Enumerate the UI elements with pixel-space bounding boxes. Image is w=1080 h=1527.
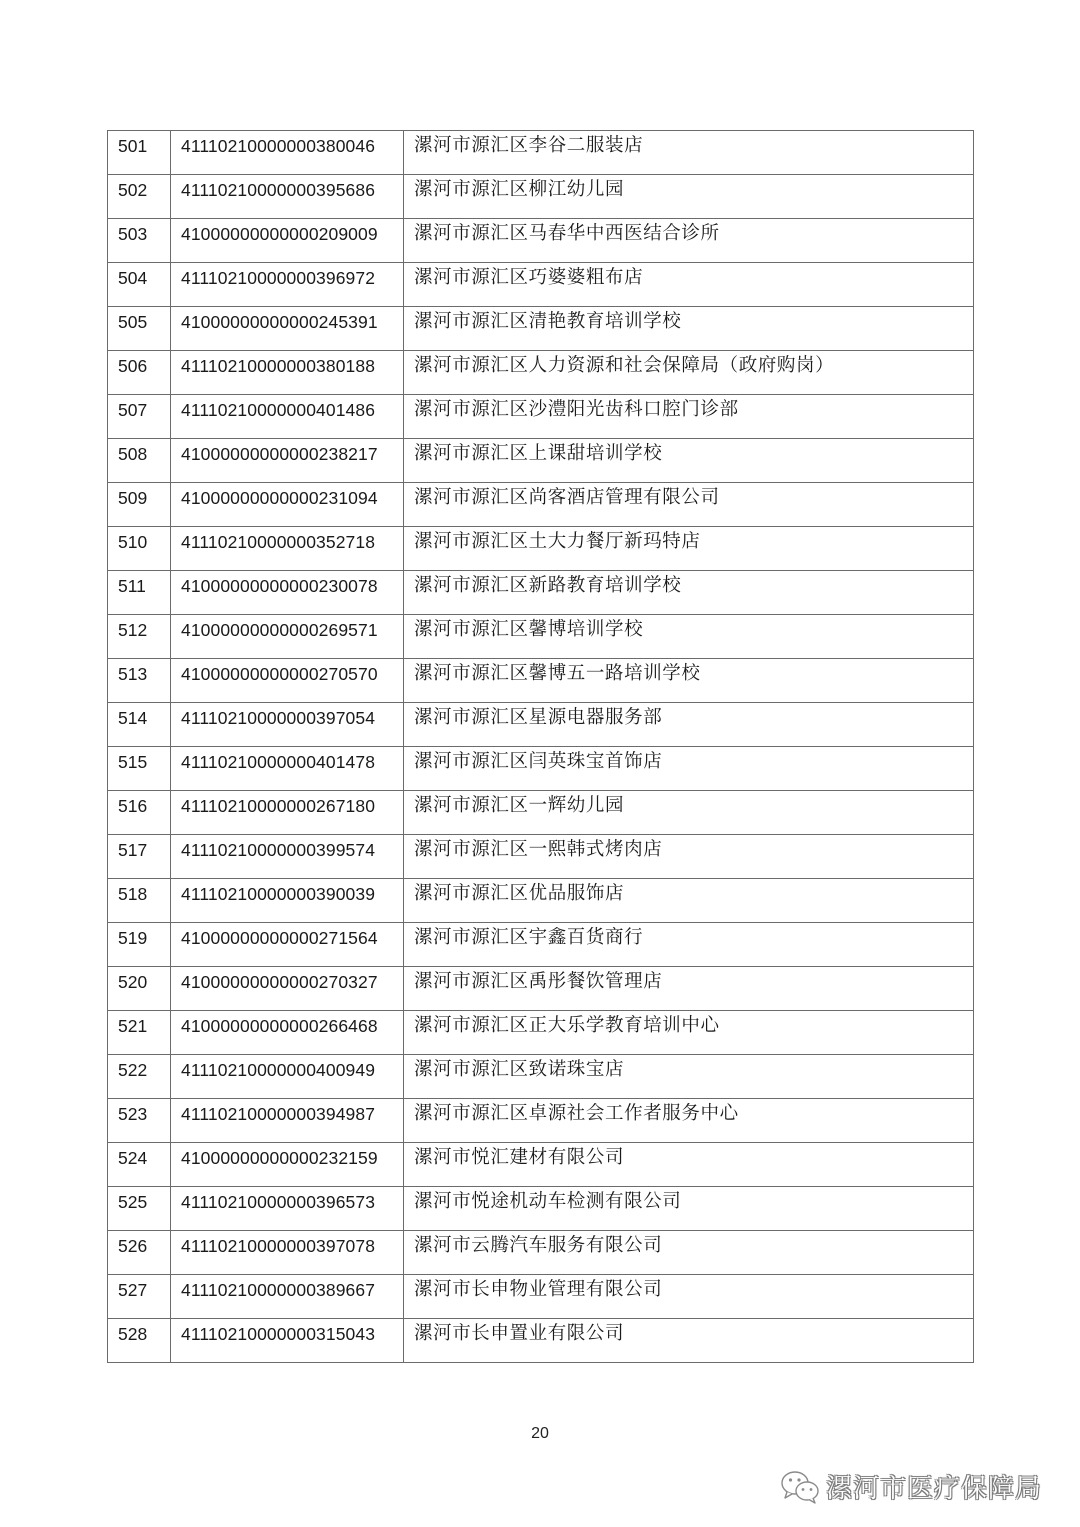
table-row	[108, 483, 974, 527]
unit-code-cell: 41000000000000266468	[171, 1011, 404, 1055]
unit-name-cell: 漯河市悦汇建材有限公司	[404, 1143, 974, 1187]
table-row	[108, 1099, 974, 1143]
unit-name-cell: 漯河市源汇区优品服饰店	[404, 879, 974, 923]
row-number-cell: 517	[108, 835, 171, 879]
table-row	[108, 659, 974, 703]
table-row	[108, 307, 974, 351]
unit-name-cell: 漯河市源汇区致诺珠宝店	[404, 1055, 974, 1099]
row-number-cell: 507	[108, 395, 171, 439]
row-number-cell: 527	[108, 1275, 171, 1319]
unit-roster-table	[107, 130, 974, 1363]
unit-code-cell: 41110210000000399574	[171, 835, 404, 879]
unit-code-cell: 41110210000000380188	[171, 351, 404, 395]
table-row	[108, 1187, 974, 1231]
table-row	[108, 219, 974, 263]
unit-name-cell: 漯河市源汇区沙澧阳光齿科口腔门诊部	[404, 395, 974, 439]
row-number-cell: 505	[108, 307, 171, 351]
table-row	[108, 791, 974, 835]
unit-name-cell: 漯河市源汇区马春华中西医结合诊所	[404, 219, 974, 263]
table-row	[108, 1011, 974, 1055]
unit-name-cell: 漯河市源汇区星源电器服务部	[404, 703, 974, 747]
unit-name-cell: 漯河市源汇区人力资源和社会保障局（政府购岗）	[404, 351, 974, 395]
row-number-cell: 515	[108, 747, 171, 791]
row-number-cell: 509	[108, 483, 171, 527]
table-row	[108, 615, 974, 659]
unit-code-cell: 41000000000000270570	[171, 659, 404, 703]
row-number-cell: 519	[108, 923, 171, 967]
page-number: 20	[531, 1425, 549, 1442]
unit-code-cell: 41110210000000401478	[171, 747, 404, 791]
table-row	[108, 351, 974, 395]
unit-name-cell: 漯河市源汇区馨博五一路培训学校	[404, 659, 974, 703]
unit-code-cell: 41000000000000232159	[171, 1143, 404, 1187]
table-row	[108, 1055, 974, 1099]
unit-code-cell: 41110210000000396573	[171, 1187, 404, 1231]
table-row	[108, 1231, 974, 1275]
unit-code-cell: 41110210000000397078	[171, 1231, 404, 1275]
row-number-cell: 516	[108, 791, 171, 835]
unit-code-cell: 41000000000000270327	[171, 967, 404, 1011]
unit-code-cell: 41000000000000271564	[171, 923, 404, 967]
table-row	[108, 1143, 974, 1187]
row-number-cell: 522	[108, 1055, 171, 1099]
row-number-cell: 514	[108, 703, 171, 747]
row-number-cell: 524	[108, 1143, 171, 1187]
unit-name-cell: 漯河市源汇区李谷二服装店	[404, 131, 974, 175]
unit-code-cell: 41000000000000269571	[171, 615, 404, 659]
unit-code-cell: 41110210000000394987	[171, 1099, 404, 1143]
row-number-cell: 520	[108, 967, 171, 1011]
row-number-cell: 502	[108, 175, 171, 219]
row-number-cell: 510	[108, 527, 171, 571]
row-number-cell: 508	[108, 439, 171, 483]
unit-name-cell: 漯河市源汇区宇鑫百货商行	[404, 923, 974, 967]
unit-code-cell: 41110210000000390039	[171, 879, 404, 923]
row-number-cell: 504	[108, 263, 171, 307]
unit-name-cell: 漯河市源汇区闫英珠宝首饰店	[404, 747, 974, 791]
row-number-cell: 518	[108, 879, 171, 923]
row-number-cell: 528	[108, 1319, 171, 1363]
unit-code-cell: 41110210000000401486	[171, 395, 404, 439]
table-row	[108, 175, 974, 219]
unit-name-cell: 漯河市源汇区尚客酒店管理有限公司	[404, 483, 974, 527]
row-number-cell: 503	[108, 219, 171, 263]
unit-name-cell: 漯河市源汇区土大力餐厅新玛特店	[404, 527, 974, 571]
unit-name-cell: 漯河市源汇区卓源社会工作者服务中心	[404, 1099, 974, 1143]
row-number-cell: 512	[108, 615, 171, 659]
table-row	[108, 263, 974, 307]
unit-name-cell: 漯河市源汇区一熙韩式烤肉店	[404, 835, 974, 879]
unit-name-cell: 漯河市源汇区清艳教育培训学校	[404, 307, 974, 351]
row-number-cell: 506	[108, 351, 171, 395]
table-row	[108, 835, 974, 879]
unit-name-cell: 漯河市长申物业管理有限公司	[404, 1275, 974, 1319]
unit-code-cell: 41000000000000238217	[171, 439, 404, 483]
table-row	[108, 571, 974, 615]
unit-code-cell: 41110210000000315043	[171, 1319, 404, 1363]
unit-name-cell: 漯河市云腾汽车服务有限公司	[404, 1231, 974, 1275]
unit-name-cell: 漯河市源汇区新路教育培训学校	[404, 571, 974, 615]
unit-code-cell: 41000000000000209009	[171, 219, 404, 263]
publisher-watermark	[780, 1468, 1042, 1505]
table-row	[108, 703, 974, 747]
unit-code-cell: 41000000000000245391	[171, 307, 404, 351]
unit-code-cell: 41110210000000395686	[171, 175, 404, 219]
table-row	[108, 1275, 974, 1319]
unit-name-cell: 漯河市源汇区柳江幼儿园	[404, 175, 974, 219]
table-row	[108, 527, 974, 571]
table-row	[108, 1319, 974, 1363]
row-number-cell: 501	[108, 131, 171, 175]
row-number-cell: 526	[108, 1231, 171, 1275]
unit-code-cell: 41000000000000230078	[171, 571, 404, 615]
unit-code-cell: 41110210000000352718	[171, 527, 404, 571]
unit-code-cell: 41000000000000231094	[171, 483, 404, 527]
row-number-cell: 523	[108, 1099, 171, 1143]
unit-code-cell: 41110210000000380046	[171, 131, 404, 175]
row-number-cell: 513	[108, 659, 171, 703]
unit-name-cell: 漯河市源汇区正大乐学教育培训中心	[404, 1011, 974, 1055]
unit-name-cell: 漯河市源汇区一辉幼儿园	[404, 791, 974, 835]
unit-name-cell: 漯河市源汇区上课甜培训学校	[404, 439, 974, 483]
unit-name-cell: 漯河市源汇区馨博培训学校	[404, 615, 974, 659]
table-row	[108, 395, 974, 439]
table-row	[108, 439, 974, 483]
unit-code-cell: 41110210000000396972	[171, 263, 404, 307]
row-number-cell: 511	[108, 571, 171, 615]
wechat-icon	[780, 1470, 820, 1504]
table-row	[108, 967, 974, 1011]
unit-name-cell: 漯河市源汇区巧婆婆粗布店	[404, 263, 974, 307]
unit-code-cell: 41110210000000389667	[171, 1275, 404, 1319]
unit-code-cell: 41110210000000400949	[171, 1055, 404, 1099]
unit-code-cell: 41110210000000397054	[171, 703, 404, 747]
roster-table-body	[108, 131, 974, 1363]
table-row	[108, 747, 974, 791]
unit-name-cell: 漯河市悦途机动车检测有限公司	[404, 1187, 974, 1231]
unit-name-cell: 漯河市长申置业有限公司	[404, 1319, 974, 1363]
row-number-cell: 525	[108, 1187, 171, 1231]
table-row	[108, 131, 974, 175]
table-row	[108, 923, 974, 967]
unit-name-cell: 漯河市源汇区禹彤餐饮管理店	[404, 967, 974, 1011]
watermark-text: 漯河市医疗保障局	[825, 1474, 1042, 1504]
unit-code-cell: 41110210000000267180	[171, 791, 404, 835]
table-row	[108, 879, 974, 923]
row-number-cell: 521	[108, 1011, 171, 1055]
